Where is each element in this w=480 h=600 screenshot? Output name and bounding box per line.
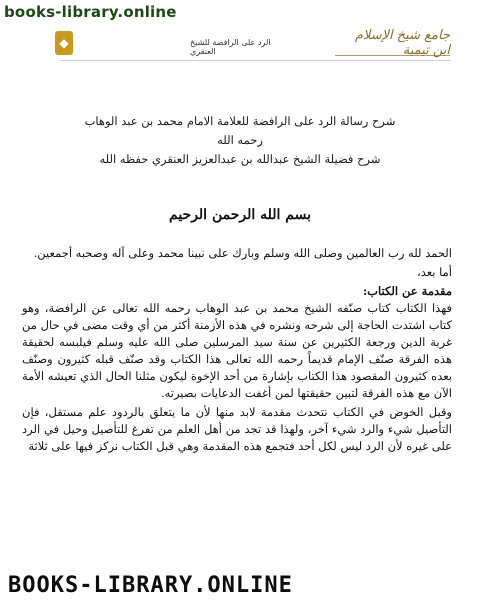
running-title: الرد على الرافضة للشيخ العنقري: [190, 38, 271, 56]
intro-heading: مقدمة عن الكتاب:: [362, 284, 452, 298]
title-block: [30, 112, 450, 169]
book-emblem-icon: ◆: [55, 31, 73, 55]
title-line-3: شرح فضيلة الشيخ عبدالله بن عبدالعزيز العنقري حفظه الله: [99, 152, 381, 166]
paragraph-1: فهذا الكتاب كتاب صنّفه الشيخ محمد بن عبد الوهاب رحمه الله تعالى عن الرافضة، وهو كتاب اشتدت الحاجة إلى شرحه ونشره في هذه الأزمنة أكثر من أي وقت مضى في حال من غربة الدين ورجعة الكثيرين عن سنة سيد المرسلين صلى الله عليه وسلم فيلبسه لحقيقة هذه الفرقة صنّف الإمام قديماً رحمه الله تعالى هذا الكتاب وقد صنّف قبله كثيرون وصنّف بعده كثيرون المقصود هذا الكتاب بإشارة من أحد الإخوة ليكون مثلنا الحال الذي تعيشه الأمة الآن مع هذه الفرقة لتبين حقيقتها لمن أغفت الدعايات بصيرته.: [22, 301, 452, 400]
title-line-1: شرح رسالة الرد على الرافضة للعلامة الامام محمد بن عبد الوهاب: [84, 114, 396, 128]
title-line-2: رحمه الله: [217, 133, 263, 147]
paragraph-2: وقبل الخوض في الكتاب نتحدث مقدمة لابد منها لأن ما يتعلق بالردود علم مستقل، فإن التأصيل شيء والرد شيء آخر، ولهذا قد تجد من أهل العلم من تفرغ للتأصيل وحيل في الرد على غيره لأن الرد ليس لكل أحد فتجمع هذه المقدمة وهي قبل الكتاب نركز فيها على ثلاثة: [22, 405, 452, 453]
header-calligraphy: جامع شيخ الإسلام ابن تيمية: [335, 31, 450, 56]
watermark-bottom: BOOKS-LIBRARY.ONLINE: [8, 573, 293, 598]
header-divider: [60, 60, 450, 61]
watermark-top: books-library.online: [4, 3, 177, 21]
opening-paragraph: الحمد لله رب العالمين وصلى الله وسلم وبارك على نبينا محمد وعلى آله وصحبه أجمعين.: [33, 246, 452, 260]
amma-bad: أما بعد،: [416, 265, 452, 279]
body-text: [22, 245, 452, 457]
basmala: بسم الله الرحمن الرحيم: [169, 207, 311, 223]
